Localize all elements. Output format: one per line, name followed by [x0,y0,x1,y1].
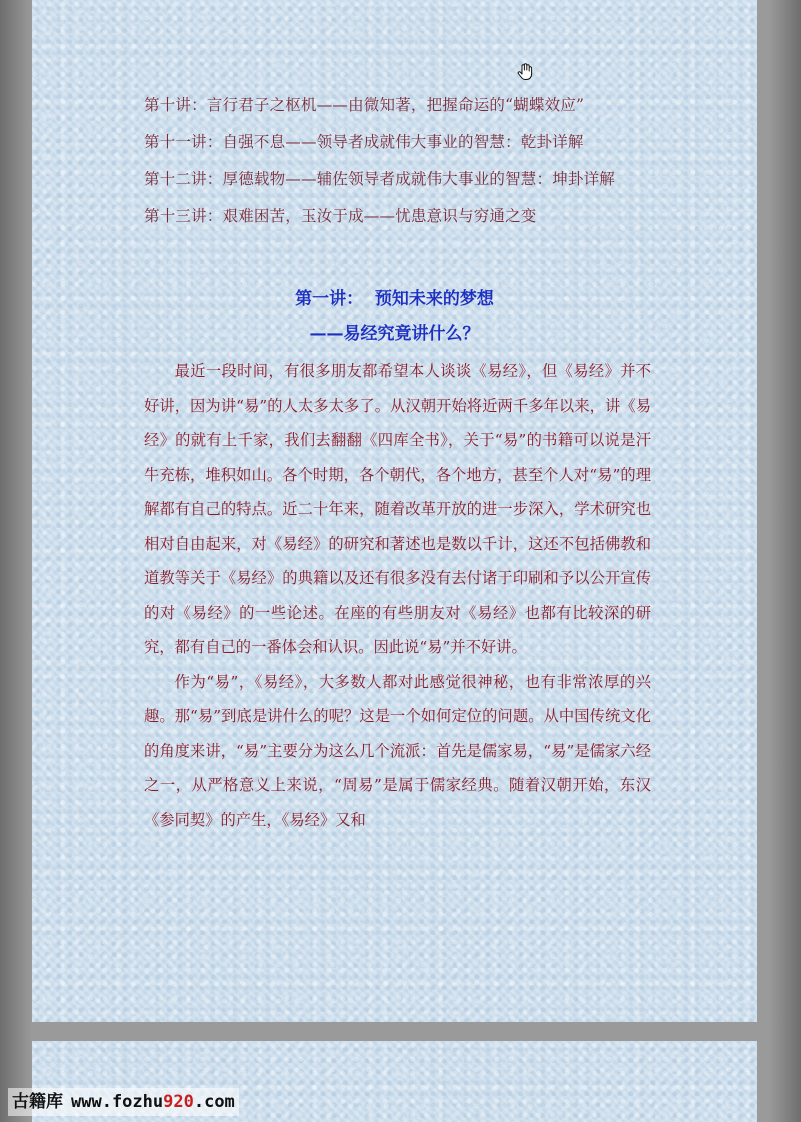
table-of-contents [144,90,704,238]
lecture-title: 第一讲： 预知未来的梦想 [295,289,494,309]
watermark-url-prefix: www.fozhu [71,1092,164,1112]
site-watermark [8,1088,239,1116]
toc-item-lecture-10[interactable]: 第十讲：言行君子之枢机——由微知著，把握命运的“蝴蝶效应” [144,96,585,114]
body-paragraph: 最近一段时间，有很多朋友都希望本人谈谈《易经》，但《易经》并不好讲，因为讲“易”的人太多太多了。从汉朝开始将近两千多年以来，讲《易经》的就有上千家，我们去翻翻《四库全书》，关于“易”的书籍可以说是汗牛充栋，堆积如山。各个时期，各个朝代，各个地方，甚至个人对“易”的理解都有自己的特点。近二十年来，随着改革开放的进一步深入，学术研究也相对自由起来，对《易经》的研究和著述也是数以千计，这还不包括佛教和道教等关于《易经》的典籍以及还有很多没有去付诸于印刷和予以公开宣传的对《易经》的一些论述。在座的有些朋友对《易经》也都有比较深的研究，都有自己的一番体会和认识。因此说“易”并不好讲。 [144,362,651,656]
lecture-body [144,354,651,837]
watermark-url-suffix: .com [193,1092,235,1112]
lecture-subtitle: ——易经究竟讲什么？ [309,324,480,344]
hand-cursor-icon [517,63,533,81]
toc-item-lecture-11[interactable]: 第十一讲：自强不息——领导者成就伟大事业的智慧：乾卦详解 [144,133,584,151]
toc-item-lecture-12[interactable]: 第十二讲：厚德载物——辅佐领导者成就伟大事业的智慧：坤卦详解 [144,170,616,188]
watermark-site-name: 古籍库 [12,1092,63,1112]
body-paragraph: 作为“易”，《易经》，大多数人都对此感觉很神秘，也有非常浓厚的兴趣。那“易”到底是讲什么的呢？这是一个如何定位的问题。从中国传统文化的角度来讲，“易”主要分为这么几个流派：首先是儒家易，“易”是儒家六经之一，从严格意义上来说，“周易”是属于儒家经典。随着汉朝开始，东汉《参同契》的产生，《易经》又和 [144,672,651,829]
toc-item-lecture-13[interactable]: 第十三讲：艰难困苦，玉汝于成——忧患意识与穷通之变 [144,207,537,225]
watermark-url-highlight: 920 [163,1092,194,1112]
